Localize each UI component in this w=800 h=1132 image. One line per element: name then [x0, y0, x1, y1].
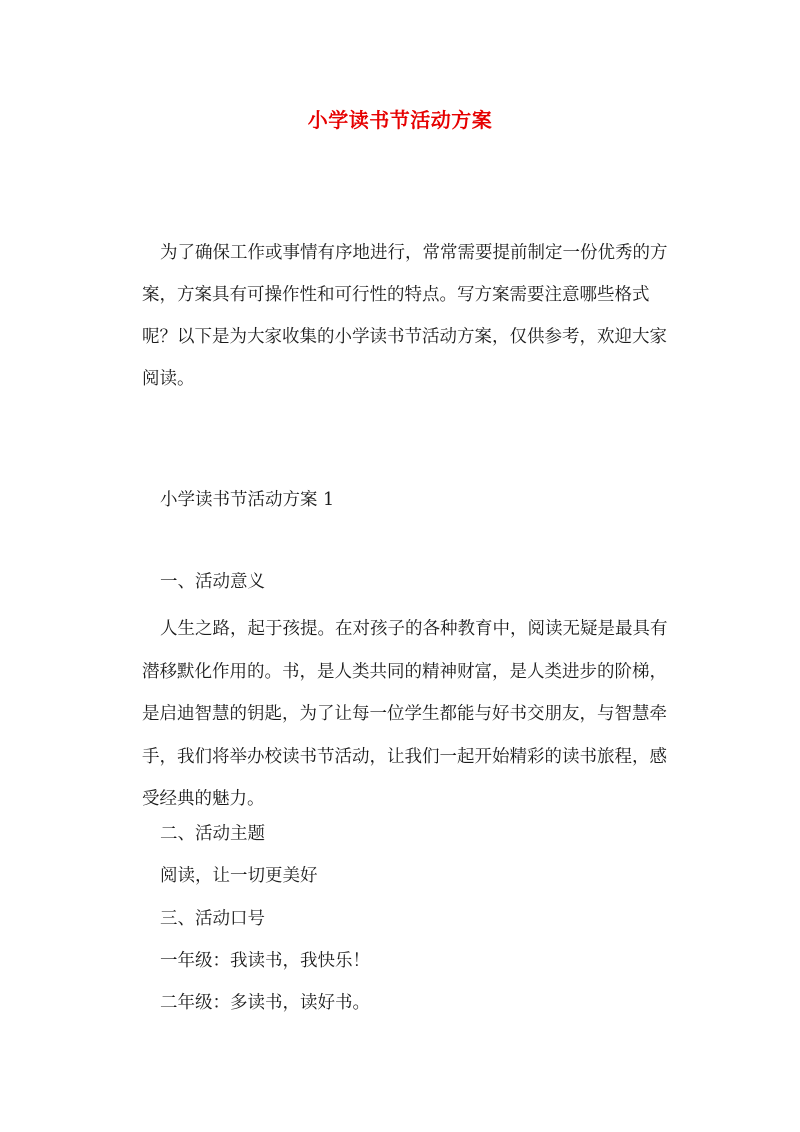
section1-heading: 一、活动意义	[160, 572, 265, 592]
section2-body: 阅读，让一切更美好	[160, 866, 318, 886]
document-title: 小学读书节活动方案	[307, 108, 493, 132]
plan-heading: 小学读书节活动方案 1	[160, 490, 335, 510]
slogan-grade2: 二年级：多读书，读好书。	[160, 993, 370, 1013]
section2-heading: 二、活动主题	[160, 824, 265, 844]
section3-heading: 三、活动口号	[160, 909, 265, 929]
intro-paragraph: 为了确保工作或事情有序地进行，常常需要提前制定一份优秀的方案，方案具有可操作性和可行性的特点。写方案需要注意哪些格式呢？以下是为大家收集的小学读书节活动方案，仅供参考，欢迎大家阅读。	[142, 243, 668, 389]
section1-body: 人生之路，起于孩提。在对孩子的各种教育中，阅读无疑是最具有潜移默化作用的。书，是人类共同的精神财富，是人类进步的阶梯，是启迪智慧的钥匙，为了让每一位学生都能与好书交朋友，与智慧牵手，我们将举办校读书节活动，让我们一起开始精彩的读书旅程，感受经典的魅力。	[142, 619, 668, 809]
slogan-grade1: 一年级：我读书，我快乐！	[160, 951, 370, 971]
